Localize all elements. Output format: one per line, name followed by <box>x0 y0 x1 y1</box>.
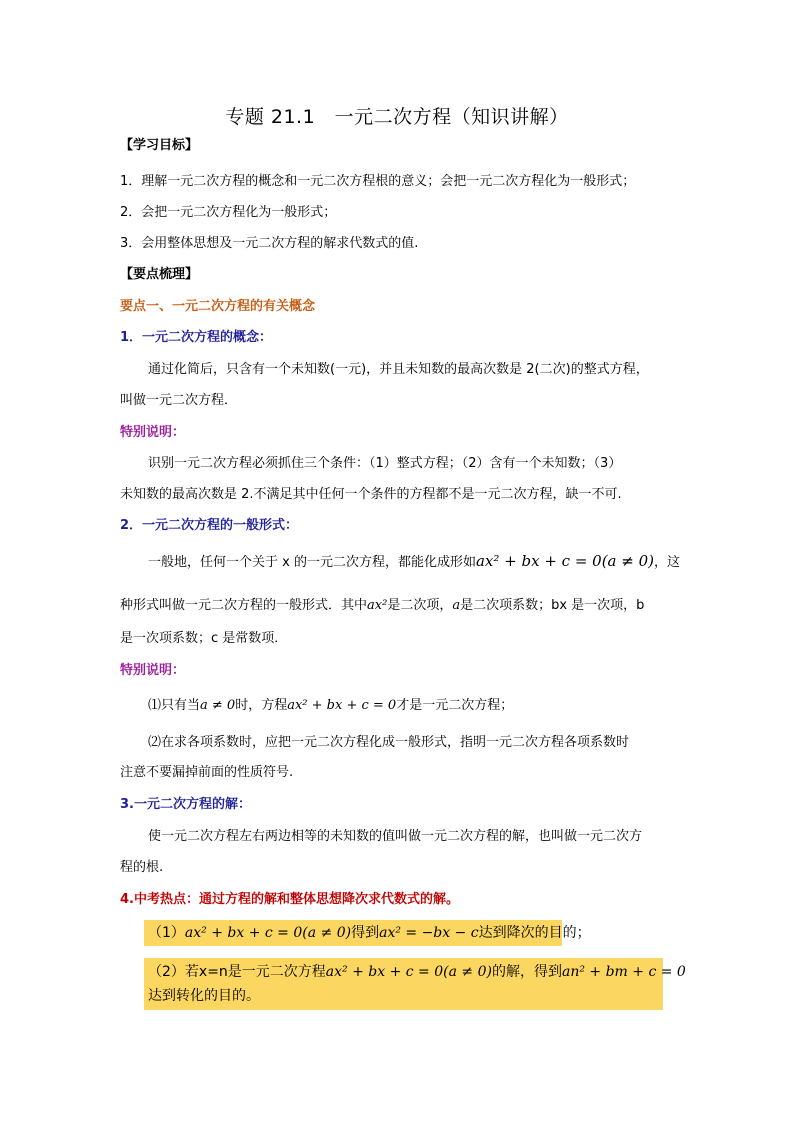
note2-item1-cond: a ≠ 0 <box>200 698 236 713</box>
general-form-text-a: 一般地，任何一个关于 x 的一元二次方程，都能化成形如 <box>148 555 476 570</box>
box2-mid: 的解，得到 <box>491 964 562 980</box>
general-form-text-d: 是二次项， <box>387 598 453 613</box>
learning-goal-2: 2．会把一元二次方程化为一般形式； <box>120 205 337 220</box>
note2-item1-c: 才是一元二次方程； <box>396 698 514 713</box>
box1-suffix: 达到降次的目的； <box>478 925 591 941</box>
general-form-a: a <box>452 598 461 613</box>
general-form-line-3: 是一次项系数；c 是常数项． <box>120 631 288 646</box>
learning-goal-1: 1．理解一元二次方程的概念和一元二次方程根的意义；会把一元二次方程化为一般形式； <box>120 174 636 189</box>
general-form-heading: 2．一元二次方程的一般形式： <box>120 518 299 533</box>
general-form-ax2: ax² <box>367 598 388 613</box>
hotspot-box-1 <box>148 923 591 943</box>
note2-item-2-line-2: 注意不要漏掉前面的性质符号. <box>120 765 294 780</box>
solution-heading: 3.一元二次方程的解： <box>120 797 251 812</box>
general-form-line-2 <box>120 597 644 615</box>
note1-line-1: 识别一元二次方程必须抓住三个条件：（1）整式方程；（2）含有一个未知数；（3） <box>148 456 622 471</box>
section-heading: 要点一、一元二次方程的有关概念 <box>120 299 316 314</box>
note-heading-2: 特别说明： <box>120 663 186 678</box>
box1-eq2: ax² = −bx − c <box>379 925 479 941</box>
box2-eq1: ax² + bx + c = 0(a ≠ 0) <box>325 964 492 980</box>
general-form-text-b: ，这 <box>654 555 681 570</box>
box1-mid: 得到 <box>351 925 380 941</box>
hotspot-box-2-line-2: 达到转化的目的。 <box>148 988 260 1004</box>
note-heading-1: 特别说明： <box>120 425 186 440</box>
note2-item1-eq: ax² + bx + c = 0 <box>287 698 397 713</box>
general-form-formula: ax² + bx + c = 0(a ≠ 0) <box>475 552 654 570</box>
key-points-heading: 【要点梳理】 <box>120 267 199 282</box>
box1-prefix: （1） <box>148 925 185 941</box>
box1-eq1: ax² + bx + c = 0(a ≠ 0) <box>184 925 352 941</box>
note2-item-1 <box>148 697 513 715</box>
learning-goals-heading: 【学习目标】 <box>120 138 199 153</box>
concept-line-1: 通过化简后，只含有一个未知数(一元)，并且未知数的最高次数是 2(二次)的整式方程， <box>148 362 649 377</box>
page-title: 专题 21.1 一元二次方程（知识讲解） <box>225 106 569 128</box>
hotspot-box-2-line-1 <box>148 962 686 982</box>
general-form-text-c: 种形式叫做一元二次方程的一般形式．其中 <box>120 598 368 613</box>
note1-line-2: 未知数的最高次数是 2.不满足其中任何一个条件的方程都不是一元二次方程，缺一不可. <box>120 487 622 502</box>
general-form-text-e: 是二次项系数；bx 是一次项，b <box>460 598 645 613</box>
box2-prefix: （2）若x=n是一元二次方程 <box>148 964 326 980</box>
learning-goal-3: 3．会用整体思想及一元二次方程的解求代数式的值. <box>120 236 419 251</box>
concept-line-2: 叫做一元二次方程． <box>120 393 238 408</box>
solution-line-2: 程的根. <box>120 860 164 875</box>
general-form-line-1 <box>148 552 680 572</box>
note2-item-2-line-1: ⑵在求各项系数时，应把一元二次方程化成一般形式，指明一元二次方程各项系数时 <box>148 735 630 750</box>
hotspot-heading: 4.中考热点：通过方程的解和整体思想降次求代数式的解。 <box>120 892 459 907</box>
box2-eq2: an² + bm + c = 0 <box>561 964 686 980</box>
note2-item1-a: ⑴只有当 <box>148 698 201 713</box>
concept-heading: 1．一元二次方程的概念： <box>120 330 273 345</box>
note2-item1-b: 时，方程 <box>235 698 288 713</box>
solution-line-1: 使一元二次方程左右两边相等的未知数的值叫做一元二次方程的解，也叫做一元二次方 <box>148 829 643 844</box>
